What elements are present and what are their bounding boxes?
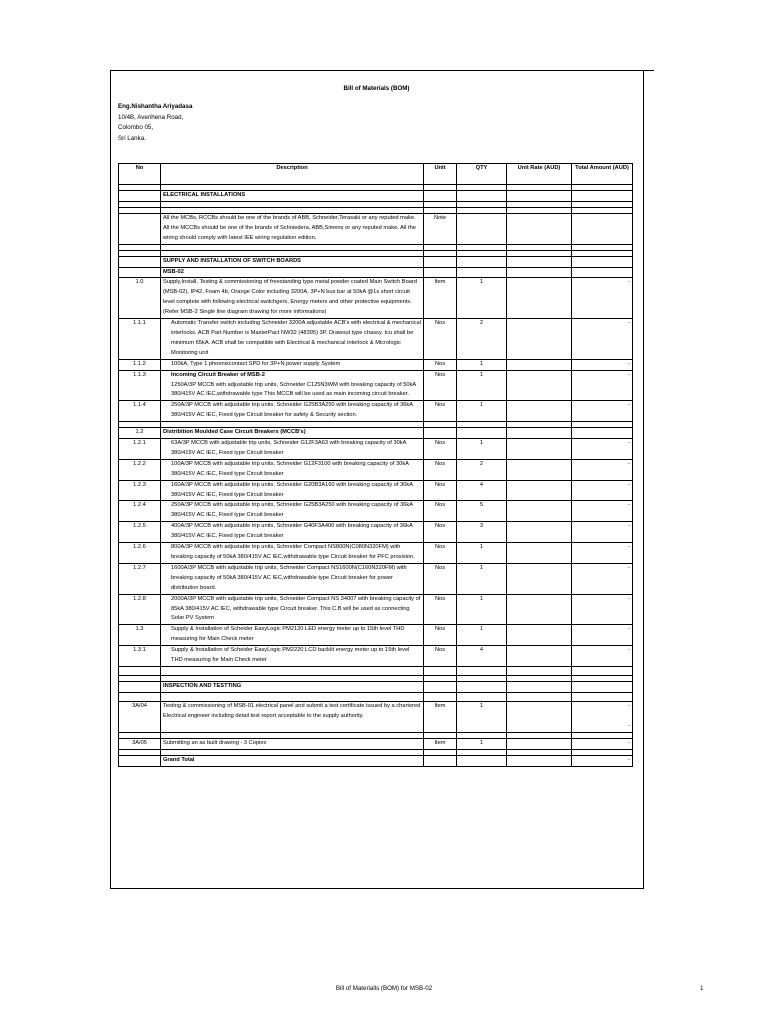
item-unit-rate bbox=[507, 738, 572, 749]
item-total-amount: - bbox=[572, 359, 633, 370]
item-description: 1600A/3P MCCB with adjustable trip units, Schneider Compact NS1600N(C160N320FM) with breaking capacity of 50kA 380/415V AC IEC,withdrawable type Circuit breaker for power distribution board. bbox=[161, 563, 424, 594]
item-unit: Nos bbox=[424, 543, 457, 564]
item-description: 400A/3P MCCB with adjustable trip units, Schneider G40F3A400 with breaking capacity of 36kA 380/415V AC IEC, Fixed type Circuit breaker bbox=[161, 522, 424, 543]
item-total-amount: - bbox=[572, 401, 633, 422]
table-row bbox=[119, 359, 633, 370]
table-row bbox=[119, 370, 633, 401]
item-total-amount: - bbox=[572, 459, 633, 480]
item-number bbox=[119, 755, 161, 766]
empty-cell bbox=[161, 692, 424, 701]
table-row bbox=[119, 738, 633, 749]
item-total-amount bbox=[572, 256, 633, 267]
item-description: SUPPLY AND INSTALLATION OF SWITCH BOARDS bbox=[161, 256, 424, 267]
item-number: 1.3 bbox=[119, 625, 161, 646]
empty-cell bbox=[572, 666, 633, 675]
amount-value: - bbox=[628, 722, 630, 729]
item-unit: Nos bbox=[424, 594, 457, 625]
item-unit: Nos bbox=[424, 522, 457, 543]
item-total-amount: - bbox=[572, 480, 633, 501]
item-number: 1.2 bbox=[119, 428, 161, 439]
item-unit bbox=[424, 256, 457, 267]
table-row bbox=[119, 501, 633, 522]
table-row bbox=[119, 191, 633, 202]
table-row bbox=[119, 563, 633, 594]
item-description: 160A/3P MCCB with adjustable trip units, Schneider G20B3A160 with breaking capacity of 30kA 380/415V AC IEC, Fixed type Circuit breaker bbox=[161, 480, 424, 501]
empty-cell bbox=[457, 692, 507, 701]
item-total-amount: - bbox=[572, 319, 633, 360]
item-number: 3A/05 bbox=[119, 738, 161, 749]
amount-value: - bbox=[628, 702, 630, 709]
item-description: 250A/3P MCCB with adjustable trip units, Schneider G25B3A250 with breaking capacity of 36kA 380/415V AC IEC, Fixed type Circuit breaker bbox=[161, 501, 424, 522]
item-unit-rate bbox=[507, 480, 572, 501]
table-row bbox=[119, 522, 633, 543]
item-unit-rate bbox=[507, 563, 572, 594]
item-unit-rate bbox=[507, 401, 572, 422]
item-description: Supply & Installation of Scheider EasyLogic PM2220 LCD backlit energy meter up to 15th level THD measuring for Main Check meter bbox=[161, 646, 424, 667]
item-qty: 1 bbox=[457, 359, 507, 370]
item-unit-rate bbox=[507, 428, 572, 439]
item-qty bbox=[457, 213, 507, 244]
table-row bbox=[119, 646, 633, 667]
item-number bbox=[119, 681, 161, 692]
address-block bbox=[118, 102, 192, 144]
item-description: 100A/3P MCCB with adjustable trip units, Schneider G12F3100 with breaking capacity of 30kA 380/415V AC IEC, Fixed type Circuit breaker bbox=[161, 459, 424, 480]
item-total-amount: - bbox=[572, 439, 633, 460]
item-description: 2000A/3P MCCB with adjustable trip units, Schneider Compact NS 34007 with breaking capacity of 85kA 380/415V AC IEC, withdrawable type Circuit breaker. This C.B will be used as connecting Solar PV System bbox=[161, 594, 424, 625]
item-description: Supply,Install, Testing & commissioning of freestanding type metal powder coated Main Switch Board (MSB-02), IP42, Foam 4b, Orange Color including 3200A, 3P+N bus bar at 50kA @1s short circuit level complete with following electrical switchgers, Energy meters and other protective equipments. (Refer MSB-2 Single line diagram drawing for more informations) bbox=[161, 278, 424, 319]
table-row bbox=[119, 439, 633, 460]
item-qty: 1 bbox=[457, 370, 507, 401]
item-unit bbox=[424, 191, 457, 202]
item-unit-rate bbox=[507, 543, 572, 564]
item-total-amount bbox=[572, 681, 633, 692]
item-number: 1.2.2 bbox=[119, 459, 161, 480]
item-unit: Note bbox=[424, 213, 457, 244]
item-unit bbox=[424, 681, 457, 692]
empty-cell bbox=[424, 692, 457, 701]
empty-cell bbox=[119, 666, 161, 675]
item-qty bbox=[457, 755, 507, 766]
item-qty: 2 bbox=[457, 319, 507, 360]
bom-body bbox=[119, 185, 633, 767]
item-unit-rate bbox=[507, 522, 572, 543]
item-unit-rate bbox=[507, 681, 572, 692]
item-unit-rate bbox=[507, 459, 572, 480]
header-row bbox=[119, 164, 633, 185]
table-row bbox=[119, 701, 633, 732]
item-number bbox=[119, 267, 161, 278]
item-qty: 1 bbox=[457, 401, 507, 422]
empty-cell bbox=[424, 666, 457, 675]
item-unit: Nos bbox=[424, 370, 457, 401]
item-unit-rate bbox=[507, 359, 572, 370]
item-total-amount: - bbox=[572, 646, 633, 667]
item-total-amount: - bbox=[572, 738, 633, 749]
item-unit-rate bbox=[507, 213, 572, 244]
item-total-amount: - bbox=[572, 278, 633, 319]
table-row bbox=[119, 428, 633, 439]
item-unit-rate bbox=[507, 439, 572, 460]
spacer-row bbox=[119, 666, 633, 675]
item-qty: 1 bbox=[457, 278, 507, 319]
item-qty bbox=[457, 681, 507, 692]
header-no: No bbox=[119, 164, 161, 185]
item-unit: Item bbox=[424, 738, 457, 749]
item-description: Automatic Transfer switch including Schneider 3200A adjustable ACB's with electrical & mechanical interlocks. ACB Part Number is MasterPact NW32 (48395) 3P, Drawout type chassy. Icu shall be minimum 65kA. ACB shall be compatible with Electrical & mechanical interlock & Micrologic Monitoring unit bbox=[161, 319, 424, 360]
item-subheading: Incoming Circuit Breaker of MSB-2 bbox=[171, 371, 265, 378]
item-qty: 1 bbox=[457, 439, 507, 460]
table-row bbox=[119, 755, 633, 766]
item-unit: Nos bbox=[424, 439, 457, 460]
item-unit: Nos bbox=[424, 563, 457, 594]
item-unit: Item bbox=[424, 278, 457, 319]
table-row bbox=[119, 267, 633, 278]
item-description: Grand Total bbox=[161, 755, 424, 766]
engineer-name: Eng.Nishantha Ariyadasa bbox=[118, 103, 193, 110]
bom-table bbox=[118, 163, 633, 767]
item-total-amount bbox=[572, 213, 633, 244]
item-description: All the MCBs, RCCBs should be one of the brands of ABB, Schneider,Terasaki or any reputed make. All the MCCBs should be one of the brands of Schniedera, ABB,Simens or any reputed make. All the wiring should comply with latest IEE wiring regulation edition. bbox=[161, 213, 424, 244]
header-qty: QTY bbox=[457, 164, 507, 185]
item-number bbox=[119, 213, 161, 244]
item-total-amount: - bbox=[572, 543, 633, 564]
item-description: Supply & Installation of Scheider EasyLogic PM2120 LED energy meter up to 15th level THD measuring for Main Check meter bbox=[161, 625, 424, 646]
item-unit-rate bbox=[507, 319, 572, 360]
item-unit: Nos bbox=[424, 319, 457, 360]
address-line-2: Colombo 05, bbox=[118, 124, 154, 131]
item-unit: Nos bbox=[424, 459, 457, 480]
item-description: 100kA, Type 1 phoenixcontact SPD for 3P+N power supply System bbox=[161, 359, 424, 370]
item-description: Testing & commissioning of MSB-01 electrical panel and submit a test certificate issued by a chartered Electrical engineer including detail test report acceptable to the supply authority. bbox=[161, 701, 424, 732]
item-unit bbox=[424, 428, 457, 439]
item-description: ELECTRICAL INSTALLATIONS bbox=[161, 191, 424, 202]
item-description bbox=[161, 370, 424, 401]
item-unit-rate bbox=[507, 191, 572, 202]
item-description: Distribition Moulded Case Circuit Breakers (MCCB's) bbox=[161, 428, 424, 439]
document-title: Bill of Materials (BOM) bbox=[343, 85, 410, 92]
item-number: 1.1.1 bbox=[119, 319, 161, 360]
item-qty: 1 bbox=[457, 543, 507, 564]
item-number: 1.2.3 bbox=[119, 480, 161, 501]
address-line-1: 10/4B, Averihena Road, bbox=[118, 113, 184, 121]
page-footer: Bill of Materialls (BOM) for MSB-02 bbox=[335, 985, 433, 992]
item-total-amount bbox=[572, 701, 633, 732]
empty-cell bbox=[457, 666, 507, 675]
item-unit-rate bbox=[507, 701, 572, 732]
empty-cell bbox=[507, 692, 572, 701]
item-unit: Nos bbox=[424, 401, 457, 422]
item-description: 63A/3P MCCB with adjustable trip units, Schneider G12F3A63 with breaking capacity of 30kA 380/415V AC IEC, Fixed type Circuit breaker bbox=[161, 439, 424, 460]
empty-cell bbox=[507, 666, 572, 675]
header-unit: Unit bbox=[424, 164, 457, 185]
page-number: 1 bbox=[700, 985, 704, 992]
item-number bbox=[119, 256, 161, 267]
item-unit: Item bbox=[424, 701, 457, 732]
item-qty: 1 bbox=[457, 594, 507, 625]
table-row bbox=[119, 278, 633, 319]
item-description: Submitting an as built drawing - 3 Copies bbox=[161, 738, 424, 749]
item-qty: 5 bbox=[457, 501, 507, 522]
empty-cell bbox=[572, 692, 633, 701]
item-qty bbox=[457, 256, 507, 267]
table-row bbox=[119, 480, 633, 501]
item-total-amount: - bbox=[572, 501, 633, 522]
spacer-row bbox=[119, 692, 633, 701]
item-number: 1.0 bbox=[119, 278, 161, 319]
item-unit bbox=[424, 755, 457, 766]
table-row bbox=[119, 319, 633, 360]
item-unit: Nos bbox=[424, 501, 457, 522]
item-unit: Nos bbox=[424, 359, 457, 370]
item-unit-rate bbox=[507, 646, 572, 667]
item-qty: 2 bbox=[457, 459, 507, 480]
item-unit: Nos bbox=[424, 646, 457, 667]
item-total-amount bbox=[572, 191, 633, 202]
table-row bbox=[119, 681, 633, 692]
item-total-amount: - bbox=[572, 370, 633, 401]
header-total-amount: Total Amount (AUD) bbox=[572, 164, 633, 185]
item-unit-rate bbox=[507, 501, 572, 522]
item-qty bbox=[457, 267, 507, 278]
item-unit-rate bbox=[507, 267, 572, 278]
item-qty: 1 bbox=[457, 625, 507, 646]
table-row bbox=[119, 625, 633, 646]
item-number: 1.2.6 bbox=[119, 543, 161, 564]
item-total-amount: - bbox=[572, 594, 633, 625]
item-unit-rate bbox=[507, 625, 572, 646]
item-qty: 4 bbox=[457, 480, 507, 501]
item-number: 1.1.3 bbox=[119, 370, 161, 401]
item-unit-rate bbox=[507, 278, 572, 319]
item-number: 3A/04 bbox=[119, 701, 161, 732]
item-total-amount: - bbox=[572, 563, 633, 594]
item-total-amount: - bbox=[572, 522, 633, 543]
item-unit: Nos bbox=[424, 480, 457, 501]
item-total-amount bbox=[572, 267, 633, 278]
header-description: Description bbox=[161, 164, 424, 185]
item-description: MSB-02 bbox=[161, 267, 424, 278]
table-row bbox=[119, 213, 633, 244]
table-row bbox=[119, 543, 633, 564]
empty-cell bbox=[161, 666, 424, 675]
item-qty: 4 bbox=[457, 646, 507, 667]
item-number: 1.1.4 bbox=[119, 401, 161, 422]
item-qty bbox=[457, 191, 507, 202]
item-qty: 1 bbox=[457, 563, 507, 594]
item-qty bbox=[457, 428, 507, 439]
item-number: 1.3.1 bbox=[119, 646, 161, 667]
table-row bbox=[119, 459, 633, 480]
item-qty: 3 bbox=[457, 522, 507, 543]
item-number: 1.2.7 bbox=[119, 563, 161, 594]
item-total-amount: - bbox=[572, 755, 633, 766]
item-number: 1.2.1 bbox=[119, 439, 161, 460]
item-qty: 1 bbox=[457, 701, 507, 732]
item-number: 1.2.5 bbox=[119, 522, 161, 543]
item-unit-rate bbox=[507, 256, 572, 267]
address-line-3: Sri Lanka. bbox=[118, 134, 146, 142]
item-total-amount bbox=[572, 428, 633, 439]
table-row bbox=[119, 256, 633, 267]
item-qty: 1 bbox=[457, 738, 507, 749]
item-description-text: 1250A/3P MCCB with adjustable trip units, Schneider C125N3WM with breaking capacity of 50kA 380/415V AC IEC,withdrawable type This MCCB will be used as main incoming circuit breaker. bbox=[171, 381, 416, 398]
item-unit-rate bbox=[507, 594, 572, 625]
item-number bbox=[119, 191, 161, 202]
item-number: 1.2.4 bbox=[119, 501, 161, 522]
item-number: 1.1.2 bbox=[119, 359, 161, 370]
empty-cell bbox=[119, 692, 161, 701]
item-unit: Nos bbox=[424, 625, 457, 646]
item-description: INSPECTION AND TESTTING bbox=[161, 681, 424, 692]
item-unit-rate bbox=[507, 370, 572, 401]
item-total-amount: - bbox=[572, 625, 633, 646]
item-number: 1.2.8 bbox=[119, 594, 161, 625]
table-row bbox=[119, 594, 633, 625]
item-unit-rate bbox=[507, 755, 572, 766]
item-unit bbox=[424, 267, 457, 278]
item-description: 250A/3P MCCB with adjustable trip units, Schneider G25B3A250 with breaking capacity of 36kA 380/415V AC IEC, Fixed type Circuit breaker for safety & Security section. bbox=[161, 401, 424, 422]
item-description: 800A/3P MCCB with adjustable trip units, Schneider Compact NS800N(C080N320FM) with breaking capacity of 50kA 380/415V AC IEC,withdrawable type Circuit breaker for PFC provision. bbox=[161, 543, 424, 564]
table-row bbox=[119, 401, 633, 422]
header-unit-rate: Unit Rate (AUD) bbox=[507, 164, 572, 185]
